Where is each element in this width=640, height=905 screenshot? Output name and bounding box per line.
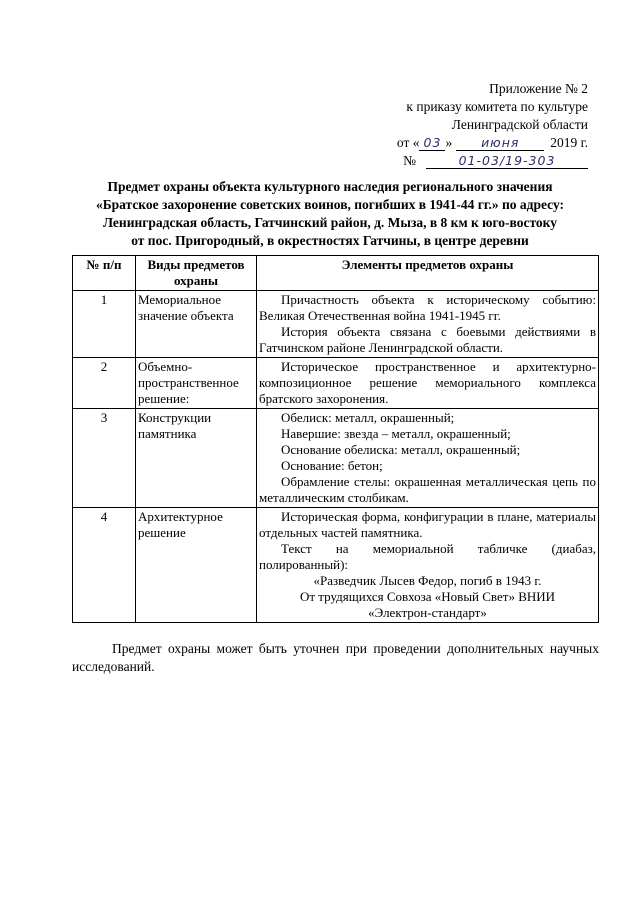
row-elements bbox=[257, 409, 599, 508]
table-row bbox=[73, 508, 599, 623]
row-number: 1 bbox=[73, 291, 136, 358]
element-text: Обелиск: металл, окрашенный; bbox=[281, 410, 455, 425]
element-text: Навершие: звезда – металл, окрашенный; bbox=[281, 426, 511, 441]
table-row bbox=[73, 409, 599, 508]
row-type: Конструкции памятника bbox=[136, 409, 257, 508]
row-type: Мемориальное значение объекта bbox=[136, 291, 257, 358]
date-suffix: 2019 г. bbox=[550, 135, 588, 150]
table-row bbox=[73, 291, 599, 358]
closing-note: Предмет охраны может быть уточнен при проведении дополнительных научных исследований. bbox=[72, 641, 599, 674]
element-text: Историческая форма, конфигурации в плане, материалы отдельных частей памятника. bbox=[259, 509, 596, 540]
element-text: Обрамление стелы: окрашенная металлическая цепь по металлическим столбикам. bbox=[259, 474, 596, 505]
appendix-number: Приложение № 2 bbox=[489, 81, 588, 96]
date-prefix: от « bbox=[396, 135, 420, 150]
title-line-1: Предмет охраны объекта культурного наследия регионального значения bbox=[107, 179, 553, 194]
inscription-line: «Разведчик Лысев Федор, погиб в 1943 г. bbox=[313, 573, 542, 588]
appendix-block bbox=[358, 80, 588, 170]
row-type: Объемно-пространственное решение: bbox=[136, 358, 257, 409]
title-line-2: «Братское захоронение советских воинов, погибших в 1941-44 гг.» по адресу: bbox=[95, 197, 565, 212]
element-text: Основание обелиска: металл, окрашенный; bbox=[281, 442, 521, 457]
date-day: 03 bbox=[419, 135, 445, 151]
document-title bbox=[60, 178, 600, 250]
inscription-line: От трудящихся Совхоза «Новый Свет» ВНИИ bbox=[299, 589, 556, 604]
date-mid: » bbox=[445, 135, 453, 150]
element-text: Основание: бетон; bbox=[281, 458, 383, 473]
inscription-line: «Электрон-стандарт» bbox=[368, 605, 487, 620]
element-text: Текст на мемориальной табличке (диабаз, полированный): bbox=[259, 541, 596, 572]
element-text: Историческое пространственное и архитектурно-композиционное решение мемориального комплекса братского захоронения. bbox=[259, 359, 596, 406]
row-type: Архитектурное решение bbox=[136, 508, 257, 623]
appendix-region: Ленинградской области bbox=[451, 117, 588, 132]
title-line-4: от пос. Пригородный, в окрестностях Гатчины, в центре деревни bbox=[131, 233, 529, 248]
table-header-row bbox=[73, 256, 599, 291]
element-text: История объекта связана с боевыми действиями в Гатчинском районе Ленинградской области. bbox=[259, 324, 596, 355]
date-month: июня bbox=[456, 135, 544, 151]
document-number: 01-03/19-303 bbox=[426, 153, 588, 169]
appendix-number-line bbox=[358, 152, 588, 170]
header-type: Виды предметов охраны bbox=[136, 256, 257, 291]
appendix-date bbox=[358, 134, 588, 152]
table-row bbox=[73, 358, 599, 409]
row-elements bbox=[257, 358, 599, 409]
appendix-order: к приказу комитета по культуре bbox=[406, 99, 588, 114]
row-elements bbox=[257, 508, 599, 623]
title-line-3: Ленинградская область, Гатчинский район, д. Мыза, в 8 км к юго-востоку bbox=[102, 215, 558, 230]
row-number: 3 bbox=[73, 409, 136, 508]
row-number: 4 bbox=[73, 508, 136, 623]
header-elements: Элементы предметов охраны bbox=[257, 256, 599, 291]
protection-table bbox=[72, 255, 599, 623]
element-text: Причастность объекта к историческому событию: Великая Отечественная война 1941-1945 гг. bbox=[259, 292, 596, 323]
header-number: № п/п bbox=[73, 256, 136, 291]
row-elements bbox=[257, 291, 599, 358]
number-prefix: № bbox=[403, 153, 416, 168]
row-number: 2 bbox=[73, 358, 136, 409]
